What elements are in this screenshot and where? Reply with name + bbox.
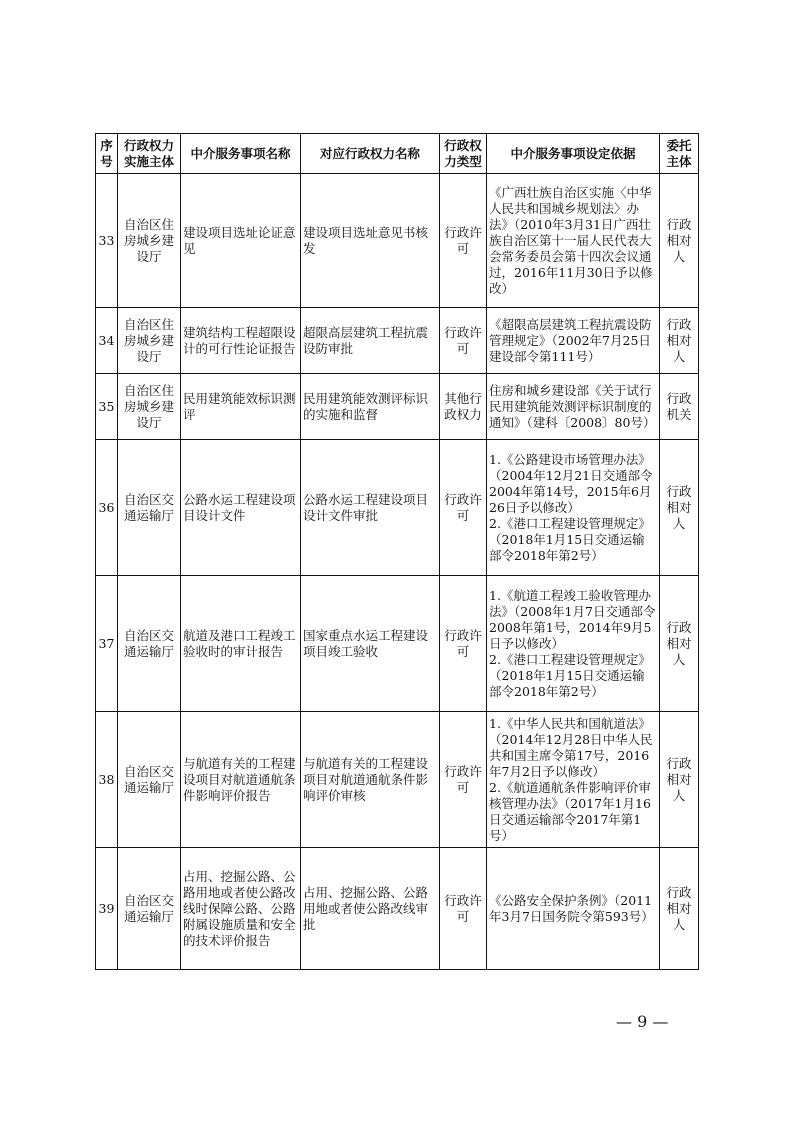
cell-no: 39 — [96, 848, 118, 970]
cell-type: 行政许可 — [440, 848, 487, 970]
cell-entrust: 行政机关 — [660, 374, 699, 440]
table-row — [96, 440, 699, 576]
cell-basis — [487, 174, 660, 308]
cell-name: 占用、挖掘公路、公路用地或者使公路改线时保障公路、公路附属设施质量和安全的技术评价报告 — [181, 848, 301, 970]
cell-type: 行政许可 — [440, 712, 487, 848]
cell-basis — [487, 712, 660, 848]
cell-type: 行政许可 — [440, 576, 487, 712]
cell-basis — [487, 308, 660, 374]
cell-name: 航道及港口工程竣工验收时的审计报告 — [181, 576, 301, 712]
basis-line: 《公路安全保护条例》（2011年3月7日国务院令第593号） — [489, 892, 654, 924]
cell-subject: 自治区交通运输厅 — [118, 576, 181, 712]
cell-subject: 自治区交通运输厅 — [118, 848, 181, 970]
cell-entrust: 行政相对人 — [660, 848, 699, 970]
basis-line: 2.《港口工程建设管理规定》（2018年1月15日交通运输部令2018年第2号） — [489, 651, 651, 699]
cell-name: 公路水运工程建设项目设计文件 — [181, 440, 301, 576]
header-subject: 行政权力实施主体 — [118, 134, 181, 174]
table-row — [96, 576, 699, 712]
cell-basis — [487, 576, 660, 712]
cell-type: 行政许可 — [440, 440, 487, 576]
cell-subject: 自治区交通运输厅 — [118, 712, 181, 848]
cell-authority: 民用建筑能效测评标识的实施和监督 — [301, 374, 440, 440]
cell-no: 36 — [96, 440, 118, 576]
cell-subject: 自治区住房城乡建设厅 — [118, 374, 181, 440]
cell-subject: 自治区交通运输厅 — [118, 440, 181, 576]
cell-type: 其他行政权力 — [440, 374, 487, 440]
cell-name: 与航道有关的工程建设项目对航道通航条件影响评价报告 — [181, 712, 301, 848]
basis-line: 1.《中华人民共和国航道法》（2014年12月28日中华人民共和国主席令第17号，2016年7月2日予以修改） — [489, 715, 653, 779]
table-row — [96, 308, 699, 374]
basis-line: 1.《公路建设市场管理办法》（2004年12月21日交通部令2004年第14号，2015年6月26日予以修改） — [489, 451, 653, 515]
cell-no: 35 — [96, 374, 118, 440]
table-row — [96, 174, 699, 308]
cell-entrust: 行政相对人 — [660, 174, 699, 308]
table-row — [96, 712, 699, 848]
cell-name: 建设项目选址论证意见 — [181, 174, 301, 308]
service-items-table — [95, 133, 699, 970]
cell-entrust: 行政相对人 — [660, 308, 699, 374]
cell-entrust: 行政相对人 — [660, 440, 699, 576]
basis-line: 2.《航道通航条件影响评价审核管理办法》（2017年1月16日交通运输部令2017年第1号） — [489, 779, 651, 843]
header-no: 序号 — [96, 134, 118, 174]
cell-entrust: 行政相对人 — [660, 712, 699, 848]
cell-authority: 与航道有关的工程建设项目对航道通航条件影响评价审核 — [301, 712, 440, 848]
table-row — [96, 374, 699, 440]
table-header-row — [96, 134, 699, 174]
basis-line: 住房和城乡建设部《关于试行民用建筑能效测评标识制度的通知》（建科〔2008〕80号） — [489, 382, 656, 430]
cell-subject: 自治区住房城乡建设厅 — [118, 174, 181, 308]
cell-authority: 建设项目选址意见书核发 — [301, 174, 440, 308]
cell-no: 38 — [96, 712, 118, 848]
cell-name: 建筑结构工程超限设计的可行性论证报告 — [181, 308, 301, 374]
header-entrust: 委托主体 — [660, 134, 699, 174]
basis-line: 2.《港口工程建设管理规定》（2018年1月15日交通运输部令2018年第2号） — [489, 515, 651, 563]
basis-line: 《广西壮族自治区实施〈中华人民共和国城乡规划法〉办法》（2010年3月31日广西壮族自治区第十一届人民代表大会常务委员会第十四次会议通过，2016年11月30日予以修改） — [489, 184, 653, 296]
header-type: 行政权力类型 — [440, 134, 487, 174]
page-number: — 9 — — [616, 1012, 669, 1031]
cell-authority: 超限高层建筑工程抗震设防审批 — [301, 308, 440, 374]
cell-name: 民用建筑能效标识测评 — [181, 374, 301, 440]
cell-basis — [487, 374, 660, 440]
table-body — [96, 174, 699, 970]
basis-line: 1.《航道工程竣工验收管理办法》（2008年1月7日交通部令2008年第1号，2014年9月5日予以修改） — [489, 587, 656, 651]
cell-no: 34 — [96, 308, 118, 374]
cell-authority: 占用、挖掘公路、公路用地或者使公路改线审批 — [301, 848, 440, 970]
cell-entrust: 行政相对人 — [660, 576, 699, 712]
basis-line: 《超限高层建筑工程抗震设防管理规定》（2002年7月25日建设部令第111号） — [489, 316, 652, 364]
cell-subject: 自治区住房城乡建设厅 — [118, 308, 181, 374]
cell-basis — [487, 440, 660, 576]
header-authority: 对应行政权力名称 — [301, 134, 440, 174]
cell-basis — [487, 848, 660, 970]
cell-authority: 国家重点水运工程建设项目竣工验收 — [301, 576, 440, 712]
header-name: 中介服务事项名称 — [181, 134, 301, 174]
cell-no: 33 — [96, 174, 118, 308]
cell-no: 37 — [96, 576, 118, 712]
table-row — [96, 848, 699, 970]
header-basis: 中介服务事项设定依据 — [487, 134, 660, 174]
cell-authority: 公路水运工程建设项目设计文件审批 — [301, 440, 440, 576]
cell-type: 行政许可 — [440, 308, 487, 374]
cell-type: 行政许可 — [440, 174, 487, 308]
